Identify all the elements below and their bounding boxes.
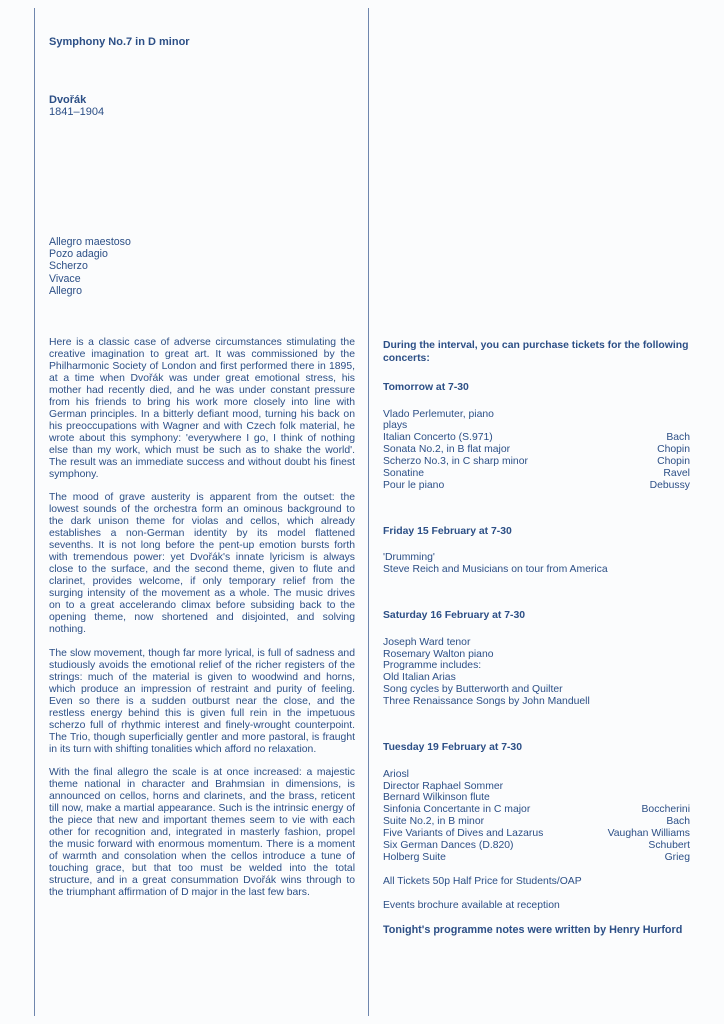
notes-paragraph: The slow movement, though far more lyrical, is full of sadness and studiously avoids the emotional relief of the richer registers of the strings: much of the material is given to woodwind and horns, which produce an impression of restraint and purity of feeling. Even so there is a sudden outburst near the close, and the restless energy behind this is given full rein in the impetuous scherzo full of rhythmic interest and finely-wrought counterpoint. The Trio, though superficially gentler and more pastoral, is fraught in its turn with shifting tonalities which afford no relaxation. — [49, 647, 355, 755]
programme-composer: Grieg — [664, 851, 690, 863]
programme-piece: Ariosl — [383, 768, 409, 780]
concert-listing — [383, 382, 690, 492]
programme-line — [383, 840, 690, 852]
movement-item: Allegro maestoso — [49, 236, 131, 248]
programme-composer: Bach — [666, 816, 690, 828]
programme-piece: Scherzo No.3, in C sharp minor — [383, 456, 528, 468]
programme-line — [383, 684, 690, 696]
programme-line — [383, 696, 690, 708]
notes-paragraph: With the final allegro the scale is at once increased: a majestic theme national in character and Brahmsian in dimensions, is announced on cellos, horns and clarinets, and the brass, reticent till now, make a martial appearance. Such is the intrinsic energy of the piece that new and important themes seem to vie with each other for recognition and, integrated in masterly fashion, propel the music forward with enormous momentum. There is a moment of warmth and consolation when the cellos introduce a tune of touching grace, but that too must be welded into the total structure, and in a great consummation Dvořák wins through to the triumphant affirmation of D major in the last few bars. — [49, 767, 355, 898]
programme-piece: Old Italian Arias — [383, 672, 456, 684]
programme-line — [383, 409, 690, 421]
programme-line — [383, 660, 690, 672]
movement-item: Vivace — [49, 272, 81, 285]
programme-line — [383, 792, 690, 804]
notes-paragraph: Here is a classic case of adverse circumstances stimulating the creative imagination to great art. It was commissioned by the Philharmonic Society of London and first performed there in 1895, at a time when Dvořák was under great emotional stress, his mother had recently died, and he was under constant pressure from his friends to bring his work more closely into line with German principles. In a bitterly defiant mood, turning his back on his preoccupations with Wagner and with Czech folk material, he wrote about this symphony: 'everywhere I go, I think of nothing else than my work, which must be such as to shake the world'. The result was an immediate success and without doubt his finest symphony. — [49, 337, 355, 480]
programme-composer: Chopin — [657, 456, 690, 468]
programme-line — [383, 432, 690, 444]
programme-piece: Programme includes: — [383, 660, 482, 672]
programme-line — [383, 564, 690, 576]
concert-listing — [383, 742, 690, 864]
left-margin-rule — [34, 8, 35, 1016]
programme-piece: Pour le piano — [383, 479, 445, 491]
concert-date-heading: Tuesday 19 February at 7-30 — [383, 742, 522, 754]
programme-line — [383, 420, 690, 432]
concert-date-heading: Tomorrow at 7-30 — [383, 382, 469, 393]
programme-piece: Three Renaissance Songs by John Manduell — [383, 696, 590, 708]
programme-composer: Schubert — [648, 840, 690, 852]
movement-item: Scherzo — [49, 260, 88, 273]
programme-composer: Bach — [666, 432, 690, 444]
programme-notes-column — [49, 36, 355, 911]
composer-name: Dvořák — [49, 94, 87, 106]
programme-piece: Bernard Wilkinson flute — [383, 792, 490, 804]
programme-notes-body — [49, 337, 355, 899]
tickets-discount-note: All Tickets 50p Half Price for Students/OAP — [383, 875, 582, 887]
programme-line — [383, 781, 690, 793]
programme-piece: Song cycles by Butterworth and Quilter — [383, 684, 563, 696]
programme-piece: plays — [383, 420, 408, 432]
programme-piece: Sinfonia Concertante in C major — [383, 804, 531, 816]
programme-line — [383, 672, 690, 684]
movement-list — [49, 236, 355, 297]
notes-author-credit: Tonight's programme notes were written by Henry Hurford — [383, 923, 683, 936]
programme-piece: Italian Concerto (S.971) — [383, 432, 493, 444]
programme-composer: Ravel — [663, 468, 690, 480]
programme-piece: Sonatine — [383, 468, 425, 480]
programme-piece: Rosemary Walton piano — [383, 648, 494, 660]
programme-line — [383, 444, 690, 456]
programme-line — [383, 804, 690, 816]
programme-piece: Steve Reich and Musicians on tour from America — [383, 564, 608, 576]
programme-line — [383, 456, 690, 468]
composer-block — [49, 94, 355, 118]
concert-listing — [383, 526, 690, 576]
notes-paragraph: The mood of grave austerity is apparent from the outset: the lowest sounds of the orchestra form an ominous background to the dark unison theme for violas and cellos, which already establishes a non-German identity by its model flattened sevenths. It is not long before the pent-up emotion bursts forth with tremendous power: yet Dvořák's innate lyricism is always close to the surface, and the second theme, given to flute and clarinet, provides welcome, if only temporary relief from the surging intensity of the movement as a whole. The music drives on to a great accelerando climax before subsiding back to the opening theme, now shortened and disjointed, and solving nothing. — [49, 492, 355, 635]
work-title: Symphony No.7 in D minor — [49, 36, 190, 48]
programme-line — [383, 769, 690, 781]
programme-composer: Boccherini — [641, 804, 690, 816]
composer-dates: 1841–1904 — [49, 106, 105, 118]
brochure-note: Events brochure available at reception — [383, 899, 560, 911]
column-divider-rule — [368, 8, 369, 1016]
programme-piece: 'Drumming' — [383, 552, 435, 564]
programme-piece: Sonata No.2, in B flat major — [383, 444, 511, 456]
programme-line — [383, 552, 690, 564]
interval-tickets-intro: During the interval, you can purchase tickets for the following concerts: — [383, 340, 689, 364]
programme-line — [383, 852, 690, 864]
concert-date-heading: Friday 15 February at 7-30 — [383, 525, 512, 537]
concert-date-heading: Saturday 16 February at 7-30 — [383, 610, 526, 622]
programme-piece: Vlado Perlemuter, piano — [383, 408, 494, 420]
programme-line — [383, 828, 690, 840]
programme-composer: Debussy — [649, 479, 690, 491]
movement-item: Allegro — [49, 284, 82, 297]
programme-line — [383, 649, 690, 661]
programme-line — [383, 637, 690, 649]
programme-line — [383, 480, 690, 492]
programme-piece: Six German Dances (D.820) — [383, 840, 514, 852]
programme-line — [383, 816, 690, 828]
programme-piece: Suite No.2, in B minor — [383, 816, 485, 828]
movement-item: Pozo adagio — [49, 248, 108, 261]
programme-piece: Five Variants of Dives and Lazarus — [383, 828, 544, 840]
programme-piece: Holberg Suite — [383, 851, 446, 863]
upcoming-concerts-column — [383, 340, 690, 936]
programme-line — [383, 468, 690, 480]
programme-composer: Vaughan Williams — [607, 828, 690, 840]
programme-composer: Chopin — [657, 444, 690, 456]
programme-piece: Director Raphael Sommer — [383, 780, 504, 792]
programme-piece: Joseph Ward tenor — [383, 636, 471, 648]
concert-listing — [383, 610, 690, 708]
